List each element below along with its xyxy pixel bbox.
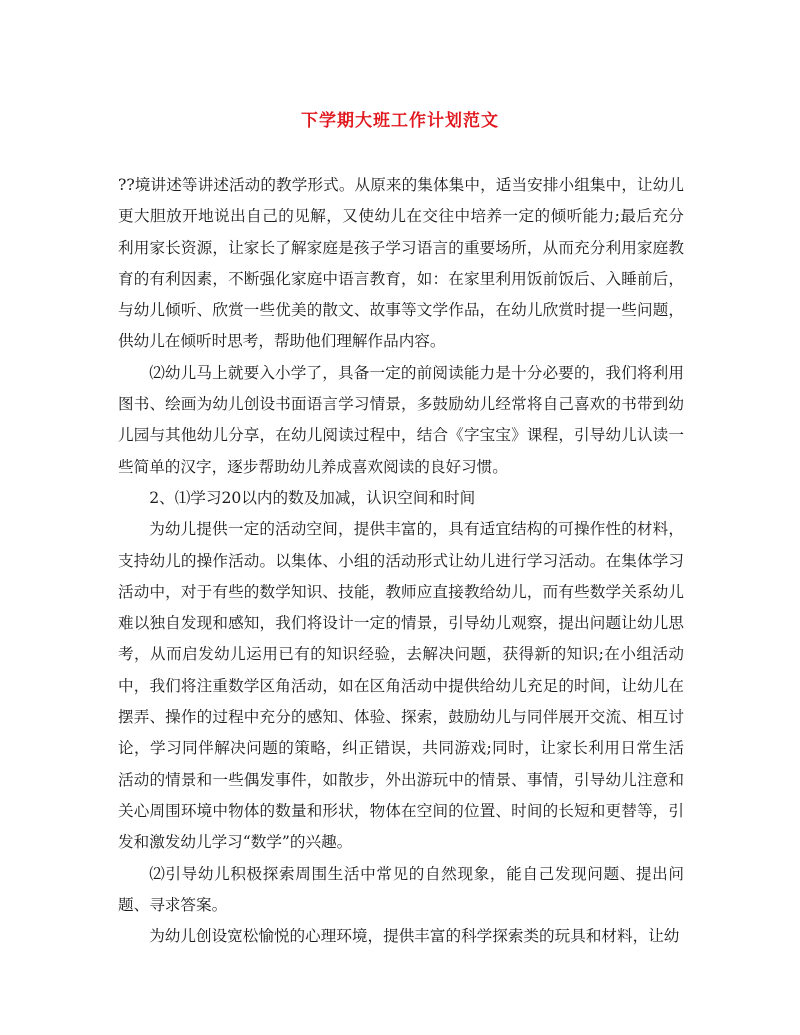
paragraph-2: ⑵幼儿马上就要入小学了，具备一定的前阅读能力是十分必要的，我们将利用图书、绘画为幼儿创设书面语言学习情景，多鼓励幼儿经常将自己喜欢的书带到幼儿园与其他幼儿分享，在幼儿阅读过程中，结合《字宝宝》课程，引导幼儿认读一些简单的汉字，逐步帮助幼儿养成喜欢阅读的良好习惯。 <box>118 363 684 476</box>
paragraph-3-heading: 2、⑴学习20以内的数及加减，认识空间和时间 <box>149 488 476 507</box>
document-body <box>118 170 684 952</box>
paragraph-1: ??境讲述等讲述活动的教学形式。从原来的集体集中，适当安排小组集中，让幼儿更大胆放开地说出自己的见解，又使幼儿在交往中培养一定的倾听能力;最后充分利用家长资源，让家长了解家庭是孩子学习语言的重要场所，从而充分利用家庭教育的有利因素，不断强化家庭中语言教育，如：在家里利用饭前饭后、入睡前后，与幼儿倾听、欣赏一些优美的散文、故事等文学作品，在幼儿欣赏时提一些问题，供幼儿在倾听时思考，帮助他们理解作品内容。 <box>118 176 684 351</box>
paragraph-5: ⑵引导幼儿积极探索周围生活中常见的自然现象，能自己发现问题、提出问题、寻求答案。 <box>118 864 684 914</box>
document-title: 下学期大班工作计划范文 <box>301 111 499 131</box>
paragraph-4: 为幼儿提供一定的活动空间，提供丰富的，具有适宜结构的可操作性的材料，支持幼儿的操作活动。以集体、小组的活动形式让幼儿进行学习活动。在集体学习活动中，对于有些的数学知识、技能，教师应直接教给幼儿，而有些数学关系幼儿难以独自发现和感知，我们将设计一定的情景，引导幼儿观察，提出问题让幼儿思考，从而启发幼儿运用已有的知识经验，去解决问题，获得新的知识;在小组活动中，我们将注重数学区角活动，如在区角活动中提供给幼儿充足的时间，让幼儿在摆弄、操作的过程中充分的感知、体验、探索，鼓励幼儿与同伴展开交流、相互讨论，学习同伴解决问题的策略，纠正错误，共同游戏;同时，让家长利用日常生活活动的情景和一些偶发事件，如散步，外出游玩中的情景、事情，引导幼儿注意和关心周围环境中物体的数量和形状，物体在空间的位置、时间的长短和更替等，引发和激发幼儿学习“数学”的兴趣。 <box>118 520 684 852</box>
paragraph-6: 为幼儿创设宽松愉悦的心理环境，提供丰富的科学探索类的玩具和材料，让幼 <box>149 927 680 946</box>
